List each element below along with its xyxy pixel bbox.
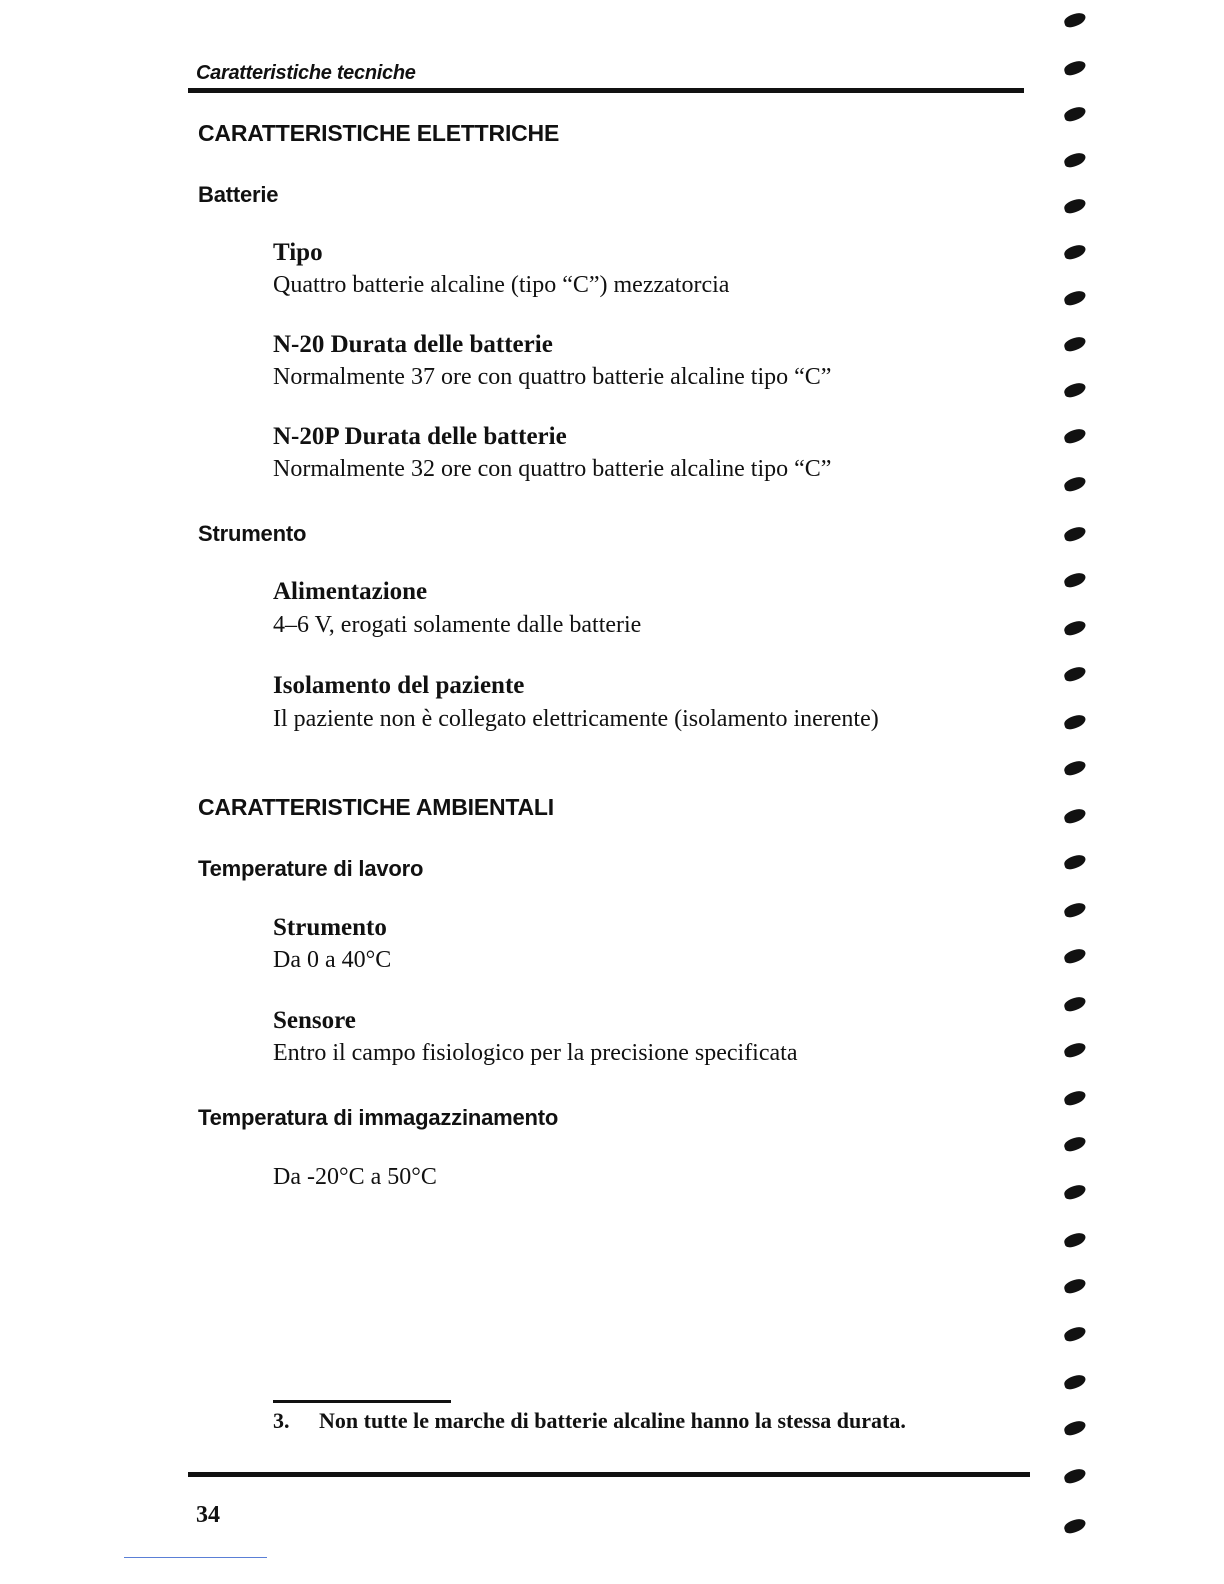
header-divider xyxy=(188,88,1024,93)
binding-hole xyxy=(1063,571,1088,589)
section-heading-electrical: CARATTERISTICHE ELETTRICHE xyxy=(198,120,560,146)
footnote xyxy=(273,1408,906,1434)
binding-hole xyxy=(1063,947,1088,965)
binding-hole xyxy=(1063,619,1088,637)
value-power-supply: 4–6 V, erogati solamente dalle batterie xyxy=(273,612,642,638)
binding-hole xyxy=(1063,1231,1088,1249)
label-battery-type: Tipo xyxy=(273,239,323,266)
binding-hole xyxy=(1063,243,1088,261)
binding-hole xyxy=(1063,807,1088,825)
label-sensor-temperature: Sensore xyxy=(273,1007,356,1034)
binding-hole xyxy=(1063,665,1088,683)
scan-edge-line xyxy=(124,1557,267,1558)
label-instrument-temperature: Strumento xyxy=(273,914,387,941)
subheading-operating-temperature: Temperature di lavoro xyxy=(198,856,424,881)
binding-hole xyxy=(1063,1467,1088,1485)
binding-hole xyxy=(1063,151,1088,169)
binding-hole xyxy=(1063,525,1088,543)
binding-hole xyxy=(1063,59,1088,77)
binding-hole xyxy=(1063,1419,1088,1437)
binding-hole xyxy=(1063,197,1088,215)
binding-hole xyxy=(1063,11,1088,29)
binding-hole xyxy=(1063,853,1088,871)
value-instrument-temperature: Da 0 a 40°C xyxy=(273,947,392,973)
page-number: 34 xyxy=(196,1502,220,1528)
subheading-storage-temperature: Temperatura di immagazzinamento xyxy=(198,1105,559,1130)
value-storage-temperature: Da -20°C a 50°C xyxy=(273,1164,437,1190)
footnote-number: 3. xyxy=(273,1408,290,1433)
binding-hole xyxy=(1063,1089,1088,1107)
binding-hole xyxy=(1063,427,1088,445)
section-heading-environmental: CARATTERISTICHE AMBIENTALI xyxy=(198,794,554,820)
binding-holes xyxy=(1060,0,1100,1584)
page-header-title: Caratteristiche tecniche xyxy=(196,62,416,84)
binding-hole xyxy=(1063,475,1088,493)
label-patient-isolation: Isolamento del paziente xyxy=(273,672,525,699)
binding-hole xyxy=(1063,335,1088,353)
label-power-supply: Alimentazione xyxy=(273,578,428,605)
binding-hole xyxy=(1063,995,1088,1013)
footnote-text: Non tutte le marche di batterie alcaline hanno la stessa durata. xyxy=(319,1408,906,1433)
value-patient-isolation: Il paziente non è collegato elettricamente (isolamento inerente) xyxy=(273,706,879,732)
footer-divider xyxy=(188,1472,1030,1477)
binding-hole xyxy=(1063,901,1088,919)
subheading-batteries: Batterie xyxy=(198,182,279,207)
binding-hole xyxy=(1063,1135,1088,1153)
label-n20p-battery-life: N-20P Durata delle batterie xyxy=(273,423,567,450)
footnote-divider xyxy=(273,1400,451,1403)
value-sensor-temperature: Entro il campo fisiologico per la precisione specificata xyxy=(273,1040,798,1066)
binding-hole xyxy=(1063,105,1088,123)
binding-hole xyxy=(1063,1183,1088,1201)
binding-hole xyxy=(1063,289,1088,307)
binding-hole xyxy=(1063,1325,1088,1343)
binding-hole xyxy=(1063,713,1088,731)
binding-hole xyxy=(1063,1517,1088,1535)
binding-hole xyxy=(1063,1041,1088,1059)
value-n20-battery-life: Normalmente 37 ore con quattro batterie alcaline tipo “C” xyxy=(273,364,832,390)
binding-hole xyxy=(1063,1373,1088,1391)
subheading-instrument: Strumento xyxy=(198,521,307,546)
binding-hole xyxy=(1063,1277,1088,1295)
binding-hole xyxy=(1063,381,1088,399)
binding-hole xyxy=(1063,759,1088,777)
label-n20-battery-life: N-20 Durata delle batterie xyxy=(273,331,553,358)
value-n20p-battery-life: Normalmente 32 ore con quattro batterie alcaline tipo “C” xyxy=(273,456,832,482)
value-battery-type: Quattro batterie alcaline (tipo “C”) mezzatorcia xyxy=(273,272,730,298)
